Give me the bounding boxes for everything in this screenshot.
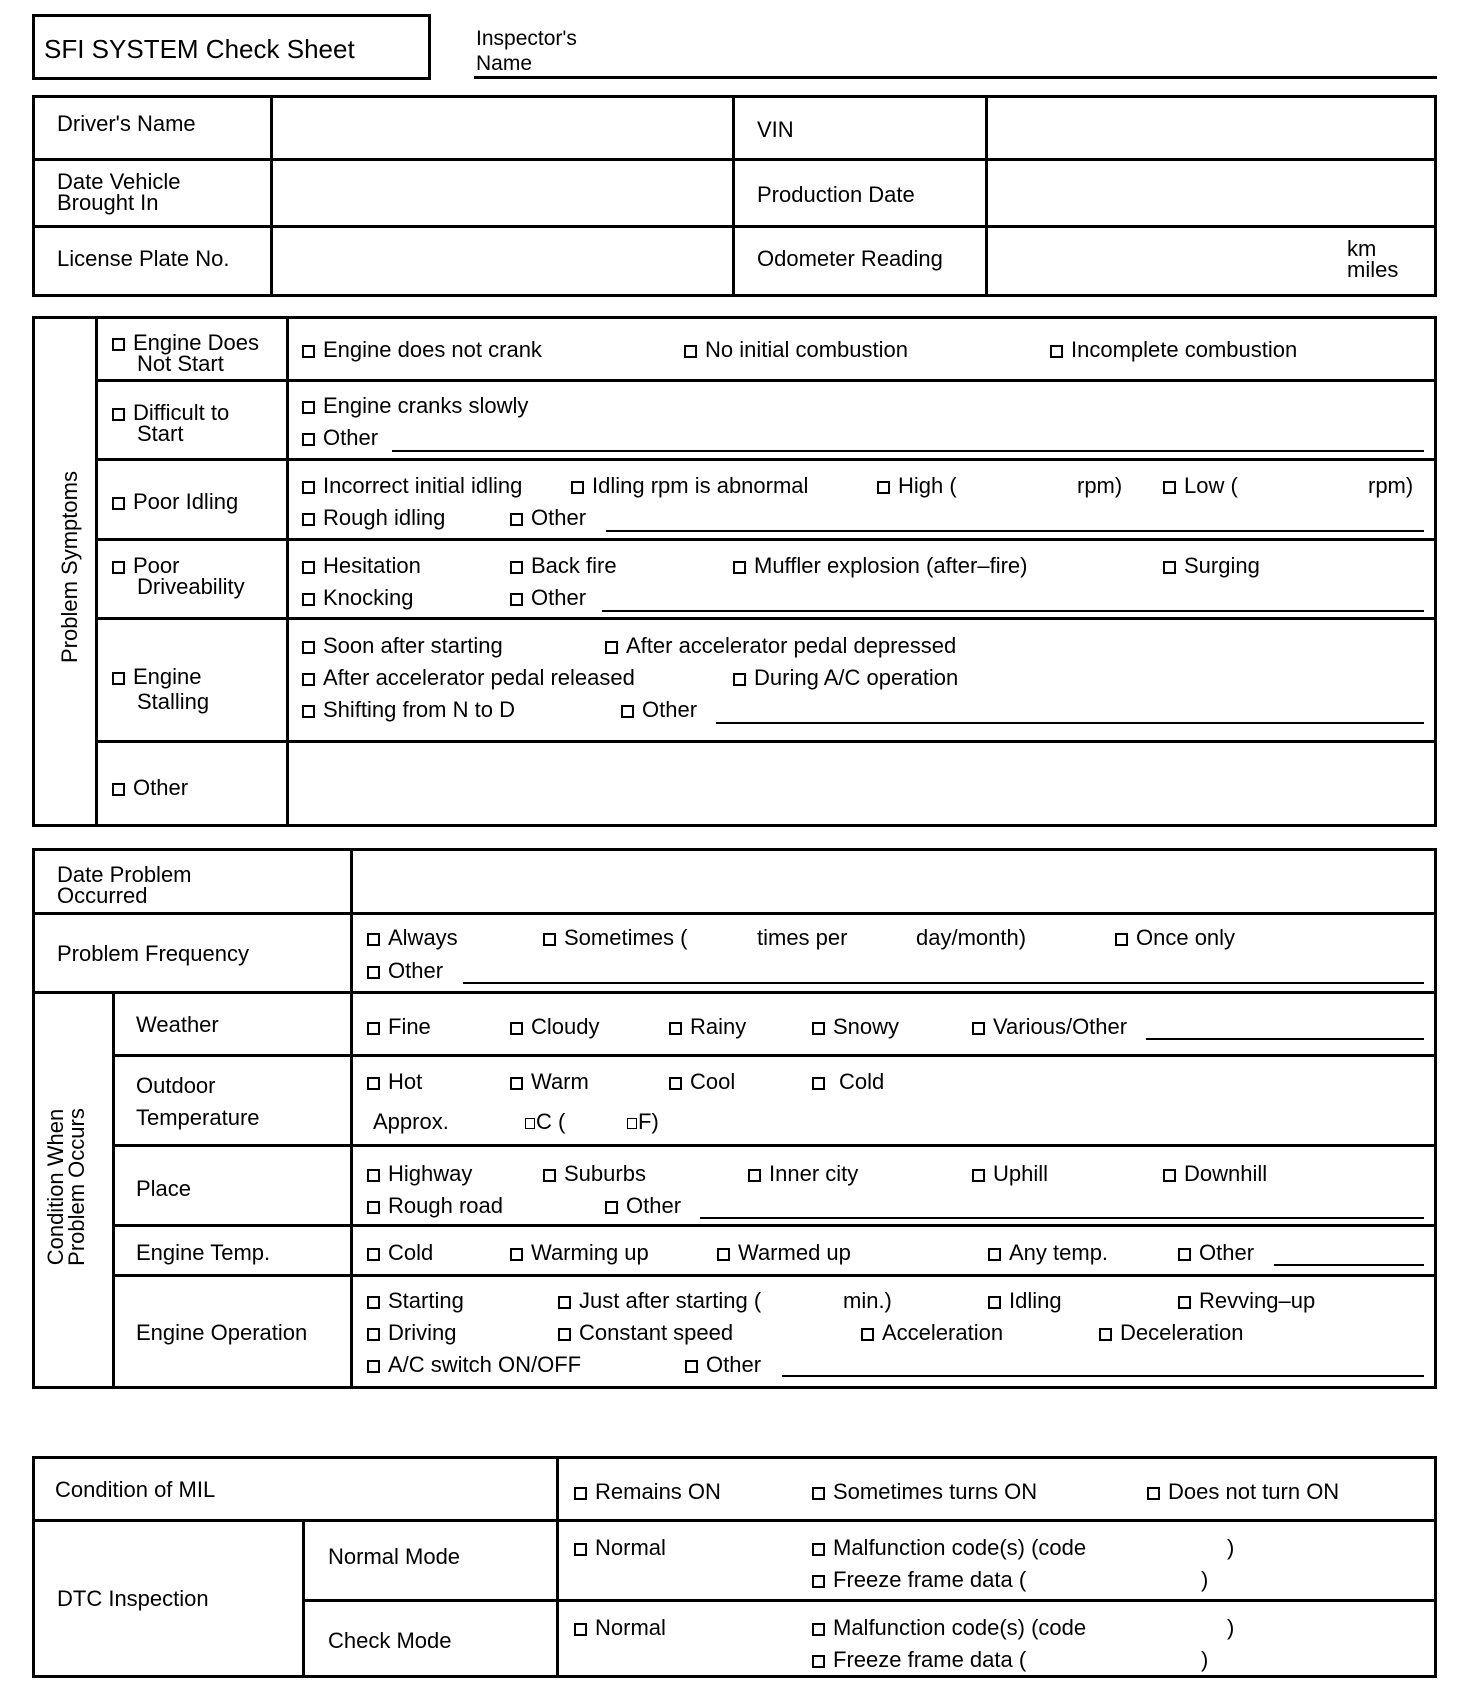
opt-does-not-crank[interactable]: Engine does not crank (302, 338, 542, 362)
checkbox[interactable] (367, 933, 380, 946)
check-mode-label: Check Mode (328, 1628, 452, 1653)
checkbox[interactable] (574, 1623, 587, 1636)
stalling-other-line[interactable] (716, 722, 1424, 724)
symptom-other-item[interactable]: Other (112, 776, 188, 800)
opt-knocking[interactable]: Knocking (302, 586, 414, 610)
opt-idling[interactable]: Idling (988, 1289, 1062, 1313)
min-text: min.) (843, 1288, 892, 1313)
check-malfunction-close: ) (1227, 1615, 1235, 1640)
checkbox[interactable] (812, 1077, 825, 1090)
drive-other-line[interactable] (602, 610, 1424, 612)
checkbox[interactable] (510, 1248, 523, 1261)
checkbox[interactable] (812, 1543, 825, 1556)
license-plate-label: License Plate No. (57, 246, 230, 271)
checkbox[interactable] (1163, 481, 1176, 494)
place-label: Place (136, 1176, 192, 1201)
checkbox[interactable] (302, 481, 315, 494)
checkbox[interactable] (367, 1328, 380, 1341)
approx-text: Approx. (373, 1109, 449, 1134)
checkbox[interactable] (972, 1022, 985, 1035)
checkbox[interactable] (302, 673, 315, 686)
opt-after-pedal-released[interactable]: After accelerator pedal released (302, 666, 635, 690)
normal-malfunction-close: ) (1227, 1535, 1235, 1560)
degree-icon (525, 1118, 535, 1129)
checkbox[interactable] (112, 561, 125, 574)
date-brought-label-1: Date Vehicle (57, 169, 181, 194)
checkbox[interactable] (988, 1296, 1001, 1309)
checkbox[interactable] (972, 1169, 985, 1182)
checkbox[interactable] (367, 1296, 380, 1309)
checkbox[interactable] (543, 933, 556, 946)
opt-downhill[interactable]: Downhill (1163, 1162, 1267, 1186)
checkbox[interactable] (302, 705, 315, 718)
checkbox[interactable] (812, 1575, 825, 1588)
checkbox[interactable] (510, 1022, 523, 1035)
opt-idling-abnormal[interactable]: Idling rpm is abnormal (571, 474, 808, 498)
frequency-other-line[interactable] (463, 982, 1424, 984)
condition-title-1: Condition When (43, 1108, 68, 1266)
opt-snowy[interactable]: Snowy (812, 1015, 899, 1039)
opt-cool[interactable]: Cool (669, 1070, 735, 1094)
checkbox[interactable] (558, 1296, 571, 1309)
checkbox[interactable] (574, 1543, 587, 1556)
opt-warming-up[interactable]: Warming up (510, 1241, 649, 1265)
opt-ac-switch[interactable]: A/C switch ON/OFF (367, 1353, 581, 1377)
date-occurred-label-2: Occurred (57, 883, 148, 908)
opt-check-freeze[interactable]: Freeze frame data ( (812, 1648, 1026, 1672)
checkbox[interactable] (302, 401, 315, 414)
operation-other-line[interactable] (782, 1375, 1424, 1377)
opt-drive-other[interactable]: Other (510, 586, 586, 610)
engine-not-start-label-2: Not Start (137, 351, 224, 376)
opt-cold-outdoor[interactable]: Cold (812, 1070, 884, 1094)
opt-frequency-other[interactable]: Other (367, 959, 443, 983)
checkbox[interactable] (684, 345, 697, 358)
opt-normal-freeze[interactable]: Freeze frame data ( (812, 1568, 1026, 1592)
place-other-line[interactable] (700, 1217, 1424, 1219)
deg-f: F) (627, 1110, 659, 1134)
opt-after-pedal-depressed[interactable]: After accelerator pedal depressed (605, 634, 956, 658)
difficult-start-item[interactable]: Difficult to (112, 402, 229, 423)
odometer-label: Odometer Reading (757, 246, 943, 271)
check-freeze-close: ) (1201, 1647, 1209, 1672)
date-brought-label-2: Brought In (57, 190, 159, 215)
weather-label: Weather (136, 1012, 219, 1037)
problem-symptoms-title: Problem Symptoms (57, 471, 82, 663)
outdoor-label-1: Outdoor (136, 1073, 216, 1098)
normal-mode-label: Normal Mode (328, 1544, 461, 1569)
outdoor-label-2: Temperature (136, 1105, 260, 1130)
drivers-name-field[interactable] (273, 98, 732, 158)
checkbox[interactable] (112, 672, 125, 685)
opt-place-other[interactable]: Other (605, 1194, 681, 1218)
checkbox[interactable] (621, 705, 634, 718)
temp-other-line[interactable] (1274, 1264, 1424, 1266)
odometer-field[interactable] (988, 228, 1328, 294)
checkbox[interactable] (748, 1169, 761, 1182)
checkbox[interactable] (367, 1201, 380, 1214)
poor-idling-item[interactable]: Poor Idling (112, 490, 238, 514)
checkbox[interactable] (717, 1248, 730, 1261)
opt-highway[interactable]: Highway (367, 1162, 472, 1186)
opt-incomplete-combustion[interactable]: Incomplete combustion (1050, 338, 1297, 362)
production-date-field[interactable] (988, 161, 1434, 225)
opt-always[interactable]: Always (367, 926, 458, 950)
checkbox[interactable] (669, 1077, 682, 1090)
date-occurred-label-1: Date Problem (57, 862, 192, 887)
opt-uphill[interactable]: Uphill (972, 1162, 1048, 1186)
opt-shifting[interactable]: Shifting from N to D (302, 698, 515, 722)
opt-difficult-other[interactable]: Other (302, 426, 378, 450)
opt-temp-other[interactable]: Other (1178, 1241, 1254, 1265)
opt-low[interactable]: Low ( (1163, 474, 1238, 498)
opt-any-temp[interactable]: Any temp. (988, 1241, 1108, 1265)
engine-not-start-item[interactable]: Engine Does (112, 332, 259, 353)
opt-fine[interactable]: Fine (367, 1015, 431, 1039)
checkbox[interactable] (685, 1360, 698, 1373)
opt-revving[interactable]: Revving–up (1178, 1289, 1315, 1313)
checkbox[interactable] (812, 1022, 825, 1035)
opt-sometimes-on[interactable]: Sometimes turns ON (812, 1480, 1037, 1504)
opt-driving[interactable]: Driving (367, 1321, 456, 1345)
idling-other-line[interactable] (606, 530, 1424, 532)
checkbox[interactable] (812, 1655, 825, 1668)
opt-no-initial-combustion[interactable]: No initial combustion (684, 338, 908, 362)
opt-acceleration[interactable]: Acceleration (861, 1321, 1003, 1345)
opt-deceleration[interactable]: Deceleration (1099, 1321, 1244, 1345)
license-plate-field[interactable] (273, 228, 732, 294)
checkbox[interactable] (1178, 1296, 1191, 1309)
date-brought-field[interactable] (273, 161, 732, 225)
checkbox[interactable] (571, 481, 584, 494)
date-occurred-field[interactable] (353, 851, 1434, 912)
checkbox[interactable] (302, 513, 315, 526)
km-unit: km (1347, 236, 1377, 261)
checkbox[interactable] (510, 1077, 523, 1090)
opt-warmed-up[interactable]: Warmed up (717, 1241, 851, 1265)
engine-operation-label: Engine Operation (136, 1320, 308, 1345)
day-month-text: day/month) (916, 925, 1027, 950)
opt-cold-engine[interactable]: Cold (367, 1241, 433, 1265)
opt-surging[interactable]: Surging (1163, 554, 1260, 578)
drivers-name-label: Driver's Name (57, 111, 196, 136)
checkbox[interactable] (112, 408, 125, 421)
checkbox[interactable] (669, 1022, 682, 1035)
opt-operation-other[interactable]: Other (685, 1353, 761, 1377)
poor-drive-label-2: Driveability (137, 574, 245, 599)
opt-check-mode-normal[interactable]: Normal (574, 1616, 666, 1640)
checkbox[interactable] (367, 1248, 380, 1261)
inspector-label-2: Name (476, 52, 533, 75)
checkbox[interactable] (1163, 561, 1176, 574)
checkbox[interactable] (510, 593, 523, 606)
opt-various[interactable]: Various/Other (972, 1015, 1127, 1039)
checkbox[interactable] (1147, 1487, 1160, 1500)
checkbox[interactable] (877, 481, 890, 494)
opt-constant[interactable]: Constant speed (558, 1321, 733, 1345)
checkbox[interactable] (812, 1487, 825, 1500)
opt-remains-on[interactable]: Remains ON (574, 1480, 721, 1504)
opt-starting[interactable]: Starting (367, 1289, 464, 1313)
vin-field[interactable] (988, 98, 1434, 158)
checkbox[interactable] (1099, 1328, 1112, 1341)
deg-c: C ( (525, 1110, 565, 1134)
opt-sometimes[interactable]: Sometimes ( (543, 926, 687, 950)
checkbox[interactable] (988, 1248, 1001, 1261)
opt-soon-after[interactable]: Soon after starting (302, 634, 503, 658)
vin-label: VIN (757, 117, 794, 142)
opt-once-only[interactable]: Once only (1115, 926, 1235, 950)
checkbox[interactable] (302, 561, 315, 574)
checkbox[interactable] (812, 1623, 825, 1636)
difficult-other-line[interactable] (392, 450, 1424, 452)
inspector-label-1: Inspector's (476, 27, 577, 50)
checkbox[interactable] (510, 561, 523, 574)
checkbox[interactable] (367, 1077, 380, 1090)
engine-stalling-label-2: Stalling (137, 689, 210, 714)
opt-idling-other[interactable]: Other (510, 506, 586, 530)
production-date-label: Production Date (757, 182, 915, 207)
weather-other-line[interactable] (1146, 1038, 1424, 1040)
opt-normal-mode-normal[interactable]: Normal (574, 1536, 666, 1560)
opt-muffler[interactable]: Muffler explosion (after–fire) (733, 554, 1028, 578)
dtc-label: DTC Inspection (57, 1586, 209, 1611)
normal-freeze-close: ) (1201, 1567, 1209, 1592)
checkbox[interactable] (367, 1169, 380, 1182)
opt-just-after[interactable]: Just after starting ( (558, 1289, 761, 1313)
opt-not-on[interactable]: Does not turn ON (1147, 1480, 1339, 1504)
checkbox[interactable] (302, 345, 315, 358)
opt-check-malfunction[interactable]: Malfunction code(s) (code (812, 1616, 1086, 1640)
inspector-name-field[interactable] (474, 76, 1437, 79)
frequency-label: Problem Frequency (57, 941, 249, 966)
condition-title-2: Problem Occurs (64, 1108, 89, 1266)
times-per-text: times per (757, 925, 848, 950)
page-title: SFI SYSTEM Check Sheet (44, 34, 355, 64)
checkbox[interactable] (1163, 1169, 1176, 1182)
mil-label: Condition of MIL (55, 1477, 216, 1502)
checkbox[interactable] (861, 1328, 874, 1341)
checkbox[interactable] (302, 593, 315, 606)
opt-hot[interactable]: Hot (367, 1070, 422, 1094)
poor-drive-item[interactable]: Poor (112, 555, 179, 576)
checkbox[interactable] (367, 1022, 380, 1035)
checkbox[interactable] (367, 1360, 380, 1373)
opt-normal-malfunction[interactable]: Malfunction code(s) (code (812, 1536, 1086, 1560)
opt-rough-road[interactable]: Rough road (367, 1194, 503, 1218)
opt-stalling-other[interactable]: Other (621, 698, 697, 722)
opt-back-fire[interactable]: Back fire (510, 554, 617, 578)
checkbox[interactable] (1115, 933, 1128, 946)
checkbox[interactable] (112, 338, 125, 351)
checkbox[interactable] (302, 433, 315, 446)
checkbox[interactable] (543, 1169, 556, 1182)
degree-icon (627, 1118, 637, 1129)
engine-temp-label: Engine Temp. (136, 1240, 271, 1265)
opt-rainy[interactable]: Rainy (669, 1015, 746, 1039)
opt-incorrect-idling[interactable]: Incorrect initial idling (302, 474, 522, 498)
high-rpm-close: rpm) (1077, 473, 1123, 498)
opt-cranks-slowly[interactable]: Engine cranks slowly (302, 394, 528, 418)
opt-inner-city[interactable]: Inner city (748, 1162, 858, 1186)
checkbox[interactable] (112, 497, 125, 510)
opt-during-ac[interactable]: During A/C operation (733, 666, 958, 690)
opt-warm[interactable]: Warm (510, 1070, 589, 1094)
checkbox[interactable] (1050, 345, 1063, 358)
difficult-start-label-2: Start (137, 421, 184, 446)
checkbox[interactable] (605, 641, 618, 654)
checkbox[interactable] (367, 966, 380, 979)
checkbox[interactable] (733, 673, 746, 686)
checkbox[interactable] (112, 783, 125, 796)
opt-high[interactable]: High ( (877, 474, 957, 498)
opt-hesitation[interactable]: Hesitation (302, 554, 421, 578)
checkbox[interactable] (1178, 1248, 1191, 1261)
opt-suburbs[interactable]: Suburbs (543, 1162, 646, 1186)
symptom-other-field[interactable] (289, 743, 1434, 824)
checkbox[interactable] (510, 513, 523, 526)
opt-cloudy[interactable]: Cloudy (510, 1015, 599, 1039)
checkbox[interactable] (605, 1201, 618, 1214)
low-rpm-close: rpm) (1368, 473, 1414, 498)
engine-stalling-item[interactable]: Engine (112, 665, 202, 689)
opt-rough-idling[interactable]: Rough idling (302, 506, 445, 530)
checkbox[interactable] (302, 641, 315, 654)
checkbox[interactable] (574, 1487, 587, 1500)
checkbox[interactable] (733, 561, 746, 574)
checkbox[interactable] (558, 1328, 571, 1341)
miles-unit: miles (1347, 257, 1399, 282)
